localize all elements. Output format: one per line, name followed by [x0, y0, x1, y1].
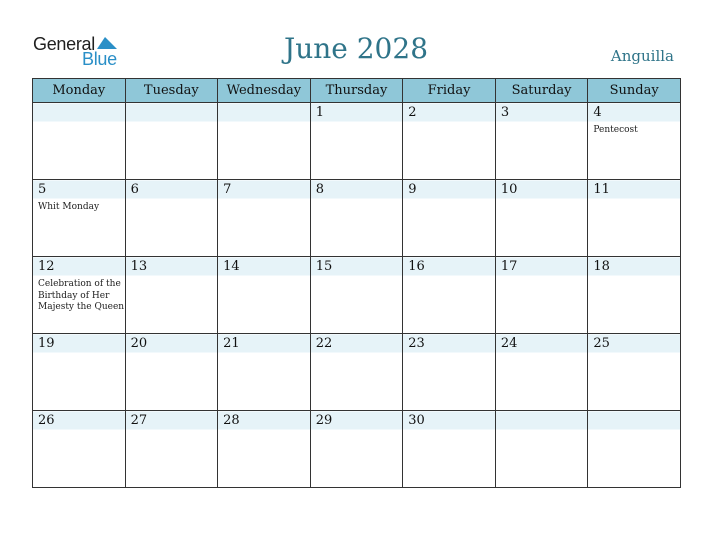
day-cell [403, 103, 496, 180]
day-number: 18 [593, 259, 610, 274]
day-cell [218, 257, 311, 334]
day-number: 6 [130, 182, 139, 197]
day-number: 19 [38, 336, 55, 351]
day-number: 27 [130, 413, 148, 428]
day-cell [33, 180, 126, 257]
logo-general-text: General [33, 34, 95, 54]
holiday-label: Whit Monday [38, 202, 100, 212]
holiday-label [33, 105, 125, 109]
day-cell [403, 180, 496, 257]
page-title: June 2028 [283, 32, 429, 65]
day-cell [495, 334, 588, 411]
holiday-label [218, 105, 310, 109]
day-number: 8 [315, 182, 324, 197]
logo-blue-text: Blue [82, 49, 117, 69]
day-cell [588, 257, 681, 334]
holiday-label: Pentecost [593, 125, 638, 135]
day-number: 10 [500, 182, 518, 197]
day-number: 1 [315, 105, 324, 120]
weekday-header: Thursday [310, 79, 403, 103]
weekday-header-row [33, 79, 681, 103]
weekday-header: Monday [33, 79, 126, 103]
holiday-label [126, 275, 218, 279]
day-number: 14 [223, 259, 240, 274]
holiday-label [218, 429, 310, 433]
holiday-label [496, 352, 588, 356]
day-number: 24 [500, 336, 518, 351]
day-cell [125, 411, 218, 488]
day-cell [310, 180, 403, 257]
holiday-label [403, 429, 495, 433]
day-cell [588, 180, 681, 257]
day-number: 21 [223, 336, 240, 351]
holiday-label: Celebration of the Birthday of Her Majesty the Queen [38, 279, 125, 312]
day-number: 23 [408, 336, 425, 351]
holiday-label [311, 121, 403, 125]
day-cell [218, 103, 311, 180]
day-cell [588, 411, 681, 488]
holiday-label [403, 121, 495, 125]
holiday-label [218, 352, 310, 356]
day-cell [588, 103, 681, 180]
holiday-label [588, 275, 680, 279]
weekday-header: Wednesday [218, 79, 311, 103]
weekday-header: Tuesday [125, 79, 218, 103]
day-cell [33, 334, 126, 411]
day-cell [403, 411, 496, 488]
week-row [33, 103, 681, 180]
day-cell [125, 180, 218, 257]
day-cell [403, 334, 496, 411]
day-number: 20 [130, 336, 148, 351]
calendar-grid [32, 78, 681, 488]
day-cell [125, 334, 218, 411]
day-cell [588, 334, 681, 411]
holiday-label [311, 429, 403, 433]
day-cell [495, 411, 588, 488]
holiday-label [496, 121, 588, 125]
day-cell [125, 257, 218, 334]
day-cell [33, 257, 126, 334]
week-row [33, 411, 681, 488]
day-number: 12 [38, 259, 55, 274]
holiday-label [403, 275, 495, 279]
holiday-label [126, 352, 218, 356]
day-cell [218, 334, 311, 411]
holiday-label [218, 275, 310, 279]
holiday-label [33, 429, 125, 433]
holiday-label [496, 413, 588, 417]
day-number: 29 [315, 413, 333, 428]
holiday-label [496, 275, 588, 279]
day-cell [495, 257, 588, 334]
day-number: 9 [408, 182, 417, 197]
day-cell [310, 257, 403, 334]
day-number: 22 [315, 336, 333, 351]
holiday-label [588, 413, 680, 417]
day-number: 7 [223, 182, 232, 197]
day-number: 3 [500, 105, 510, 120]
day-number: 5 [38, 182, 47, 197]
day-cell [125, 103, 218, 180]
holiday-label [126, 429, 218, 433]
holiday-label [218, 198, 310, 202]
holiday-label [311, 352, 403, 356]
day-number: 30 [408, 413, 425, 428]
day-number: 15 [315, 259, 333, 274]
week-row [33, 257, 681, 334]
day-cell [495, 103, 588, 180]
day-number: 4 [593, 105, 602, 120]
holiday-label [311, 275, 403, 279]
holiday-label [588, 352, 680, 356]
holiday-label [126, 105, 218, 109]
day-cell [403, 257, 496, 334]
day-number: 28 [223, 413, 240, 428]
holiday-label [311, 198, 403, 202]
week-row [33, 334, 681, 411]
day-cell [310, 334, 403, 411]
holiday-label [33, 352, 125, 356]
day-cell [218, 411, 311, 488]
day-number: 16 [408, 259, 425, 274]
holiday-label [403, 352, 495, 356]
weekday-header: Saturday [495, 79, 588, 103]
day-number: 25 [593, 336, 610, 351]
day-cell [33, 103, 126, 180]
holiday-label [403, 198, 495, 202]
day-cell [495, 180, 588, 257]
day-number: 13 [130, 259, 148, 274]
day-number: 11 [593, 182, 610, 197]
day-cell [218, 180, 311, 257]
day-cell [310, 411, 403, 488]
day-number: 26 [38, 413, 55, 428]
day-cell [310, 103, 403, 180]
week-row [33, 180, 681, 257]
holiday-label [126, 198, 218, 202]
holiday-label [588, 198, 680, 202]
holiday-label [496, 198, 588, 202]
day-number: 17 [500, 259, 518, 274]
weekday-header: Friday [403, 79, 496, 103]
day-number: 2 [408, 105, 417, 120]
weekday-header: Sunday [588, 79, 681, 103]
day-cell [33, 411, 126, 488]
region-label: Anguilla [610, 47, 674, 65]
